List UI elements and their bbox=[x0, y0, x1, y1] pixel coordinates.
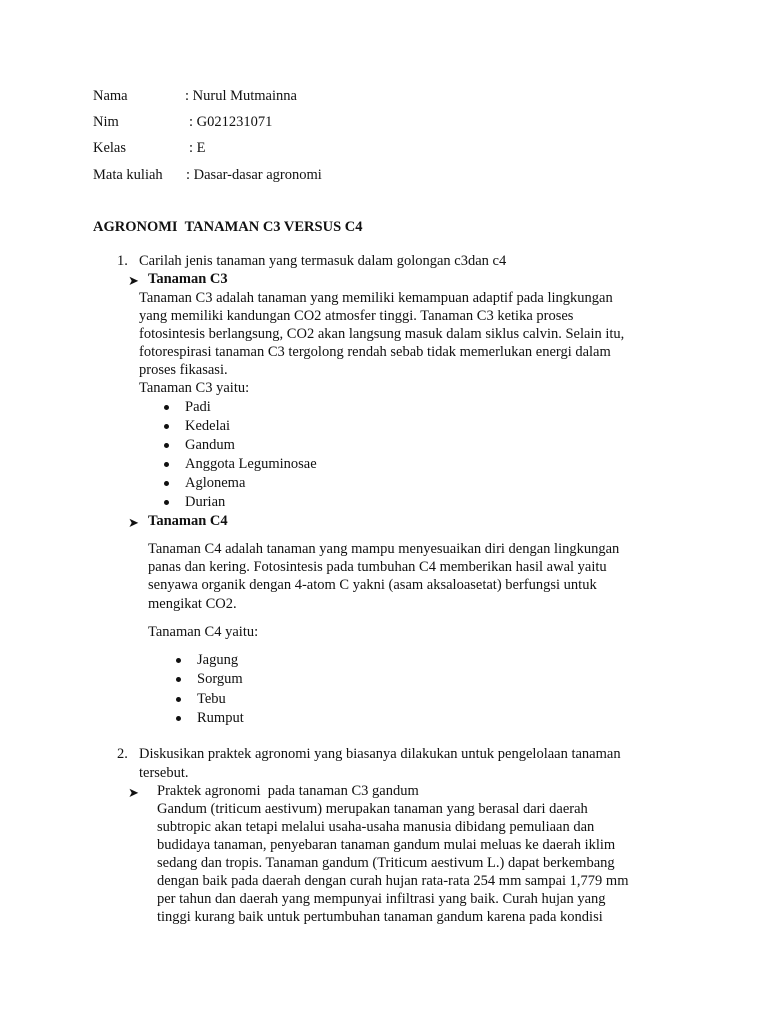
list-item: Padi bbox=[185, 399, 211, 415]
q2-number: 2. bbox=[117, 746, 128, 762]
list-item: Gandum bbox=[185, 437, 235, 453]
nim-value: : G021231071 bbox=[189, 114, 273, 130]
c4-line: panas dan kering. Fotosintesis pada tumbuhan C4 memberikan hasil awal yaitu bbox=[148, 559, 607, 575]
c4-list-intro: Tanaman C4 yaitu: bbox=[148, 624, 259, 640]
q2-sub-line: per tahun dan daerah yang mempunyai infiltrasi yang baik. Curah hujan yang bbox=[157, 891, 606, 907]
arrow-bullet-icon: ➤ bbox=[128, 515, 139, 530]
bullet-icon bbox=[164, 462, 169, 467]
q2-line: tersebut. bbox=[139, 765, 189, 781]
bullet-icon bbox=[164, 443, 169, 448]
list-item: Anggota Leguminosae bbox=[185, 456, 317, 472]
list-item: Aglonema bbox=[185, 475, 246, 491]
q2-sub-line: Gandum (triticum aestivum) merupakan tanaman yang berasal dari daerah bbox=[157, 801, 588, 817]
list-item: Jagung bbox=[197, 652, 239, 668]
c3-list-intro: Tanaman C3 yaitu: bbox=[139, 380, 250, 396]
list-item: Durian bbox=[185, 494, 226, 510]
list-item: Kedelai bbox=[185, 418, 231, 434]
bullet-icon bbox=[164, 424, 169, 429]
c4-line: senyawa organik dengan 4-atom C yakni (asam aksaloasetat) berfungsi untuk bbox=[148, 577, 597, 593]
bullet-icon bbox=[176, 658, 181, 663]
list-item: Rumput bbox=[197, 710, 244, 726]
q2-line: Diskusikan praktek agronomi yang biasanya dilakukan untuk pengelolaan tanaman bbox=[139, 746, 621, 762]
c4-heading: Tanaman C4 bbox=[148, 513, 228, 529]
course-value: : Dasar-dasar agronomi bbox=[186, 167, 322, 183]
q1-number: 1. bbox=[117, 253, 128, 269]
document-title: AGRONOMI TANAMAN C3 VERSUS C4 bbox=[93, 219, 363, 235]
c3-line: yang memiliki kandungan CO2 atmosfer tinggi. Tanaman C3 ketika proses bbox=[139, 308, 574, 324]
arrow-bullet-icon: ➤ bbox=[128, 273, 139, 288]
q1-text: Carilah jenis tanaman yang termasuk dalam golongan c3dan c4 bbox=[139, 253, 507, 269]
bullet-icon bbox=[164, 500, 169, 505]
bullet-icon bbox=[176, 677, 181, 682]
c3-line: fotosintesis berlangsung, CO2 akan langsung masuk dalam siklus calvin. Selain itu, bbox=[139, 326, 625, 342]
q2-sub-heading: Praktek agronomi pada tanaman C3 gandum bbox=[157, 783, 419, 799]
q2-sub-line: budidaya tanaman, penyebaran tanaman gandum mulai meluas ke daerah iklim bbox=[157, 837, 616, 853]
c4-line: Tanaman C4 adalah tanaman yang mampu menyesuaikan diri dengan lingkungan bbox=[148, 541, 620, 557]
course-label: Mata kuliah bbox=[93, 167, 163, 183]
c4-line: mengikat CO2. bbox=[148, 596, 237, 612]
bullet-icon bbox=[176, 716, 181, 721]
q2-sub-line: tinggi kurang baik untuk pertumbuhan tanaman gandum karena pada kondisi bbox=[157, 909, 603, 925]
c3-heading: Tanaman C3 bbox=[148, 271, 228, 287]
kelas-value: : E bbox=[189, 140, 206, 156]
name-label: Nama bbox=[93, 88, 128, 104]
c3-line: fotorespirasi tanaman C3 tergolong rendah sebab tidak memerlukan energi dalam bbox=[139, 344, 611, 360]
list-item: Sorgum bbox=[197, 671, 243, 687]
q2-sub-line: dengan baik pada daerah dengan curah hujan rata-rata 254 mm sampai 1,779 mm bbox=[157, 873, 629, 889]
q2-sub-line: subtropic akan tetapi melalui usaha-usaha manusia dibidang pemuliaan dan bbox=[157, 819, 595, 835]
list-item: Tebu bbox=[197, 691, 226, 707]
name-value: : Nurul Mutmainna bbox=[185, 88, 297, 104]
bullet-icon bbox=[164, 405, 169, 410]
c3-line: proses fikasasi. bbox=[139, 362, 228, 378]
nim-label: Nim bbox=[93, 114, 119, 130]
bullet-icon bbox=[164, 481, 169, 486]
kelas-label: Kelas bbox=[93, 140, 127, 156]
arrow-bullet-icon: ➤ bbox=[128, 785, 139, 800]
bullet-icon bbox=[176, 697, 181, 702]
q2-sub-line: sedang dan tropis. Tanaman gandum (Triticum aestivum L.) dapat berkembang bbox=[157, 855, 615, 871]
c3-line: Tanaman C3 adalah tanaman yang memiliki kemampuan adaptif pada lingkungan bbox=[139, 290, 613, 306]
